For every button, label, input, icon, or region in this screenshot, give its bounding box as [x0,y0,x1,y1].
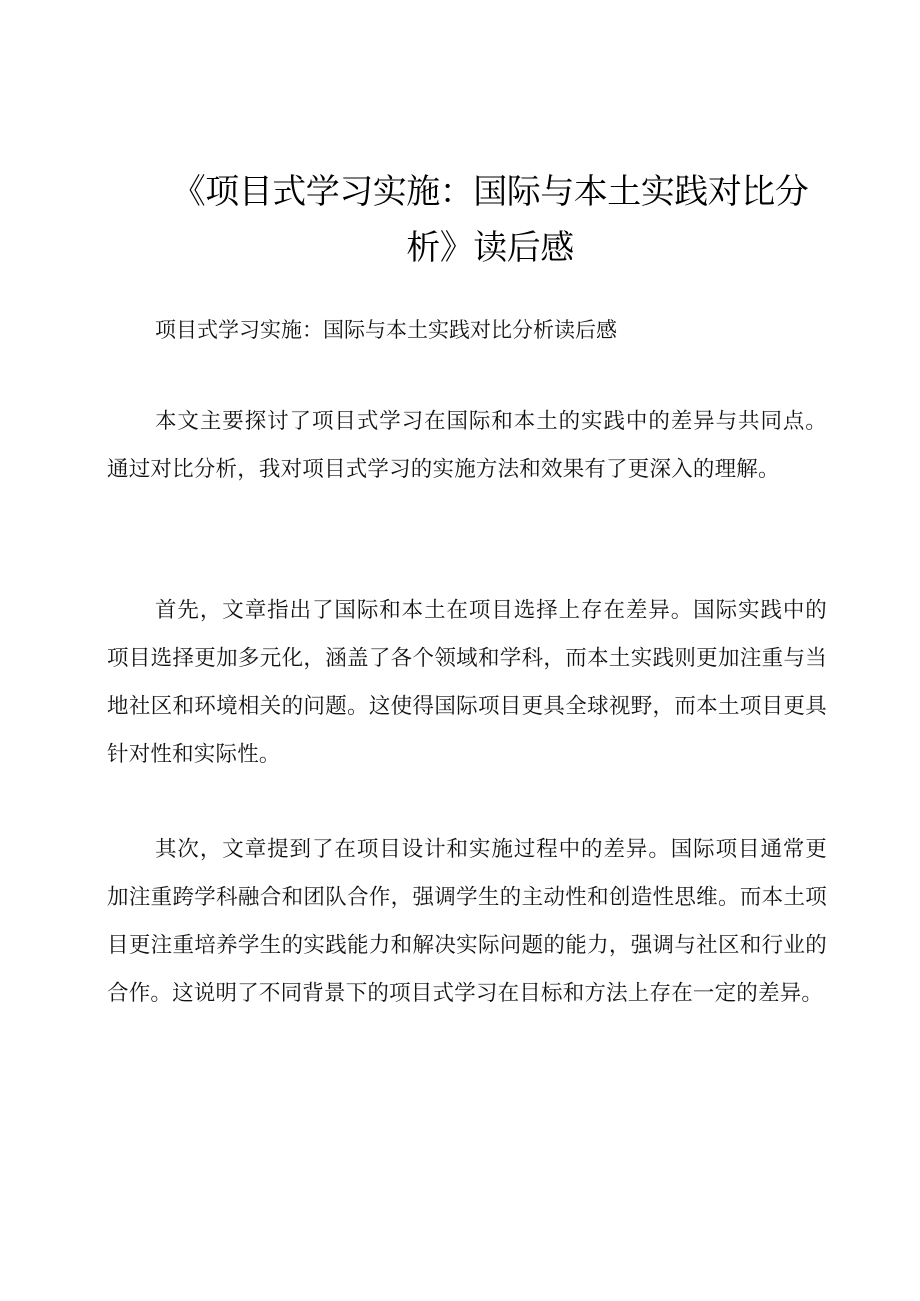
paragraph-1: 本文主要探讨了项目式学习在国际和本土的实践中的差异与共同点。通过对比分析，我对项目式学习的实施方法和效果有了更深入的理解。 [107,409,827,482]
document-title: 《项目式学习实施：国际与本土实践对比分析》读后感 [171,172,809,268]
document-subtitle: 项目式学习实施：国际与本土实践对比分析读后感 [155,318,617,342]
paragraph-2: 首先，文章指出了国际和本土在项目选择上存在差异。国际实践中的项目选择更加多元化，涵盖了各个领域和学科，而本土实践则更加注重与当地社区和环境相关的问题。这使得国际项目更具全球视野，而本土项目更具针对性和实际性。 [107,598,827,767]
paragraph-3: 其次，文章提到了在项目设计和实施过程中的差异。国际项目通常更加注重跨学科融合和团队合作，强调学生的主动性和创造性思维。而本土项目更注重培养学生的实践能力和解决实际问题的能力，强调与社区和行业的合作。这说明了不同背景下的项目式学习在目标和方法上存在一定的差异。 [107,837,827,1006]
